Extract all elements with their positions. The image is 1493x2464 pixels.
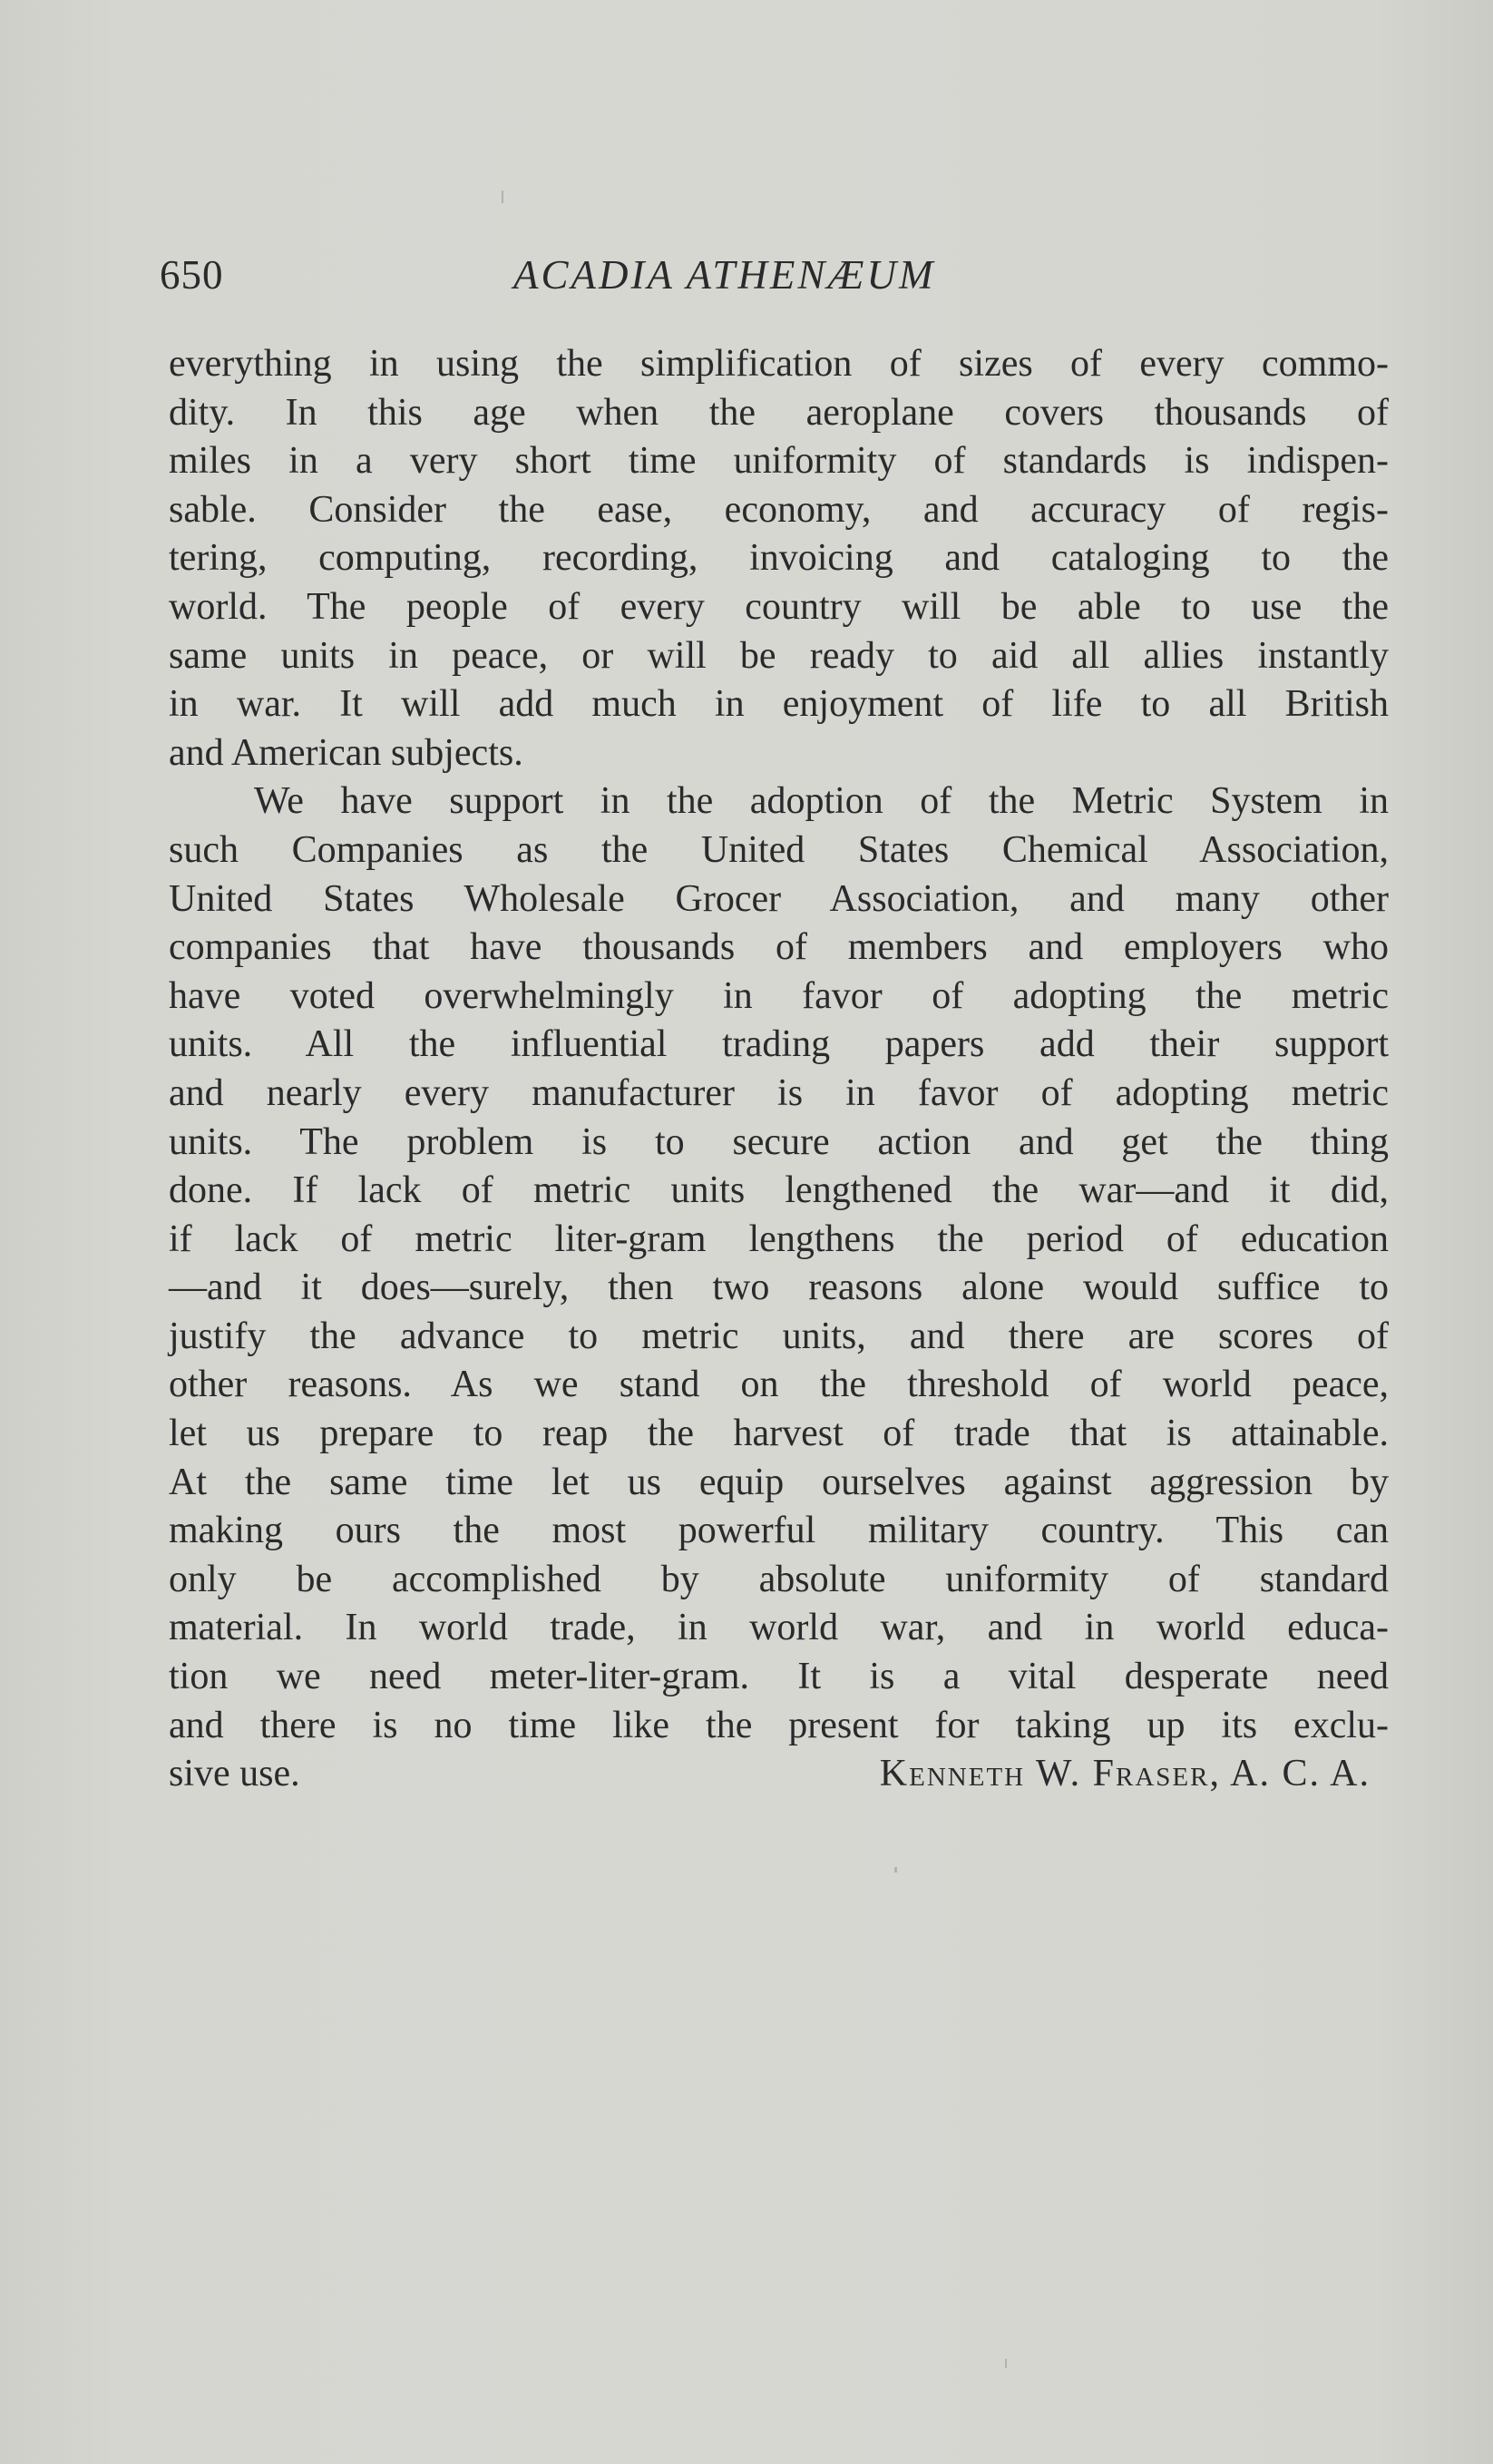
text-line: miles in a very short time uniformity of standards is indispen-: [169, 440, 1389, 483]
article-body: [169, 340, 1389, 1799]
paper-speck: [502, 191, 503, 203]
final-text-fragment: sive use.: [169, 1753, 300, 1795]
text-line: material. In world trade, in world war, and in world educa-: [169, 1607, 1389, 1649]
text-line: and American subjects.: [169, 731, 523, 774]
paragraph-1: [169, 340, 1389, 777]
text-line: making ours the most powerful military country. This can: [169, 1510, 1389, 1552]
closing-line: [169, 1750, 1389, 1799]
running-head: ACADIA ATHENÆUM: [513, 252, 936, 298]
text-line: everything in using the simplification of sizes of every commo-: [169, 343, 1389, 385]
paper-speck: [894, 1867, 897, 1872]
paper-speck: [1005, 2359, 1007, 2368]
text-line: and there is no time like the present for taking up its exclu-: [169, 1704, 1389, 1746]
text-line: such Companies as the United States Chemical Association,: [169, 828, 1389, 871]
page-header: [160, 243, 1393, 307]
text-line: tion we need meter-liter-gram. It is a vital desperate need: [169, 1656, 1389, 1698]
text-line: At the same time let us equip ourselves against aggression by: [169, 1461, 1389, 1503]
text-line: units. All the influential trading papers add their support: [169, 1023, 1389, 1066]
text-line: We have support in the adoption of the Metric System in: [254, 780, 1389, 823]
text-line: tering, computing, recording, invoicing and cataloging to the: [169, 537, 1389, 580]
text-line: companies that have thousands of members and employers who: [169, 926, 1389, 969]
text-line: units. The problem is to secure action and get the thing: [169, 1120, 1389, 1163]
text-line: done. If lack of metric units lengthened the war—and it did,: [169, 1169, 1389, 1212]
text-line: sable. Consider the ease, economy, and accuracy of regis-: [169, 488, 1389, 531]
text-line: other reasons. As we stand on the threshold of world peace,: [169, 1364, 1389, 1406]
text-line: dity. In this age when the aeroplane covers thousands of: [169, 391, 1389, 434]
text-line: —and it does—surely, then two reasons alone would suffice to: [169, 1266, 1389, 1309]
page-number: 650: [160, 252, 224, 298]
text-line: and nearly every manufacturer is in favor of adopting metric: [169, 1071, 1389, 1114]
text-line: only be accomplished by absolute uniformity of standard: [169, 1558, 1389, 1600]
text-line: same units in peace, or will be ready to aid all allies instantly: [169, 634, 1389, 677]
text-line: let us prepare to reap the harvest of trade that is attainable.: [169, 1413, 1389, 1455]
paragraph-2: [169, 777, 1389, 1798]
text-line: in war. It will add much in enjoyment of life to all British: [169, 683, 1389, 726]
text-line: justify the advance to metric units, and there are scores of: [169, 1315, 1389, 1357]
author-signature: Kenneth W. Fraser, A. C. A.: [879, 1753, 1371, 1795]
text-line: if lack of metric liter-gram lengthens the period of education: [169, 1217, 1389, 1260]
text-line: have voted overwhelmingly in favor of adopting the metric: [169, 974, 1389, 1017]
text-line: United States Wholesale Grocer Association, and many other: [169, 877, 1389, 920]
text-line: world. The people of every country will be able to use the: [169, 585, 1389, 628]
